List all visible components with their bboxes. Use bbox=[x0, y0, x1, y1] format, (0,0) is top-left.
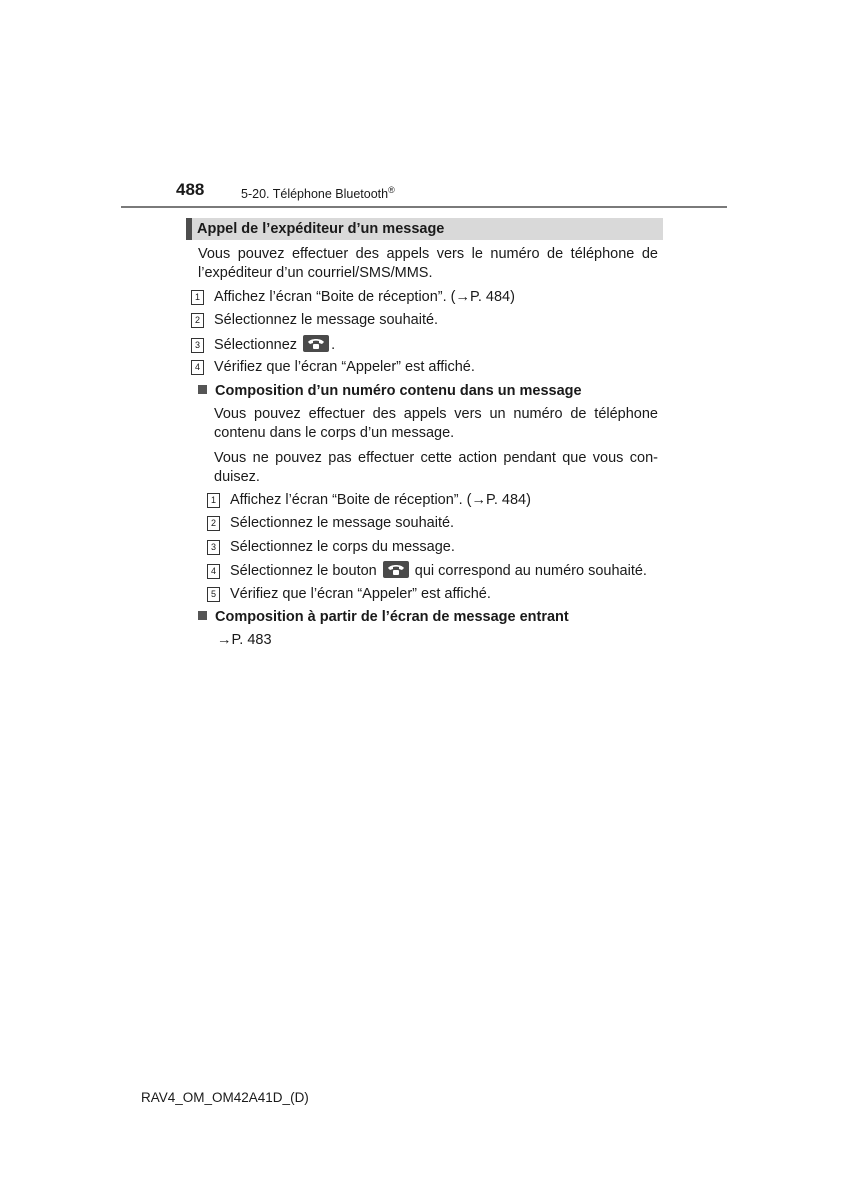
step-text: Sélectionnez bbox=[214, 337, 298, 353]
section-title bbox=[241, 185, 395, 201]
step-number: 3 bbox=[191, 338, 204, 353]
step-text: Vérifiez que l’écran “Appeler” est affiché. bbox=[214, 359, 475, 375]
subsection-2-heading-text: Composition à partir de l’écran de message entrant bbox=[215, 609, 569, 625]
sub-step-3 bbox=[207, 538, 455, 557]
registered-mark: ® bbox=[388, 185, 395, 195]
step-text: Sélectionnez le message souhaité. bbox=[230, 515, 455, 531]
page-reference[interactable]: →P. 483 bbox=[217, 632, 272, 648]
subsection-1-para-1-line-2: contenu dans le corps d’un message. bbox=[214, 425, 455, 441]
page-number: 488 bbox=[176, 180, 205, 199]
subsection-1-heading bbox=[198, 382, 582, 401]
step-number: 1 bbox=[191, 290, 204, 305]
section-title-text: 5-20. Téléphone Bluetooth bbox=[241, 187, 389, 202]
sub-step-1 bbox=[207, 491, 531, 510]
subsection-1-para-1-line-1: Vous pouvez effectuer des appels vers un numéro de téléphone bbox=[214, 406, 658, 422]
step-2 bbox=[191, 311, 438, 330]
intro-line-2: l’expéditeur d’un courriel/SMS/MMS. bbox=[198, 265, 433, 281]
step-text-after: qui correspond au numéro souhaité. bbox=[414, 563, 647, 579]
phone-handset-icon bbox=[383, 561, 409, 578]
step-number: 5 bbox=[207, 587, 220, 602]
step-number: 1 bbox=[207, 493, 220, 508]
step-text: Affichez l’écran “Boite de réception”. (→P. 484) bbox=[230, 492, 531, 508]
subsection-2-heading bbox=[198, 608, 569, 627]
subsection-1-heading-text: Composition d’un numéro contenu dans un message bbox=[215, 383, 582, 399]
step-number: 2 bbox=[191, 313, 204, 328]
step-text: Sélectionnez le message souhaité. bbox=[214, 312, 439, 328]
step-number: 4 bbox=[191, 360, 204, 375]
step-text: Sélectionnez le bouton bbox=[230, 563, 377, 579]
square-bullet-icon bbox=[198, 385, 207, 394]
sub-step-4 bbox=[207, 561, 647, 580]
step-1 bbox=[191, 288, 515, 307]
step-3 bbox=[191, 335, 335, 354]
header-divider bbox=[121, 206, 727, 208]
section-heading-text: Appel de l’expéditeur d’un message bbox=[197, 221, 445, 237]
heading-marker bbox=[186, 218, 192, 240]
step-number: 4 bbox=[207, 564, 220, 579]
step-number: 3 bbox=[207, 540, 220, 555]
step-text: Vérifiez que l’écran “Appeler” est affiché. bbox=[230, 586, 491, 602]
phone-handset-icon bbox=[303, 335, 329, 352]
sub-step-5 bbox=[207, 585, 491, 604]
step-text-after: . bbox=[331, 337, 336, 353]
step-text: Affichez l’écran “Boite de réception”. (→P. 484) bbox=[214, 289, 515, 305]
subsection-1-para-2-line-1: Vous ne pouvez pas effectuer cette action pendant que vous con- bbox=[214, 450, 658, 466]
section-heading bbox=[186, 218, 663, 240]
square-bullet-icon bbox=[198, 611, 207, 620]
step-number: 2 bbox=[207, 516, 220, 531]
intro-line-1: Vous pouvez effectuer des appels vers le numéro de téléphone de bbox=[198, 246, 658, 262]
subsection-1-para-2-line-2: duisez. bbox=[214, 469, 260, 485]
step-text: Sélectionnez le corps du message. bbox=[230, 539, 455, 555]
step-4 bbox=[191, 358, 475, 377]
sub-step-2 bbox=[207, 514, 454, 533]
document-code: RAV4_OM_OM42A41D_(D) bbox=[141, 1090, 309, 1105]
